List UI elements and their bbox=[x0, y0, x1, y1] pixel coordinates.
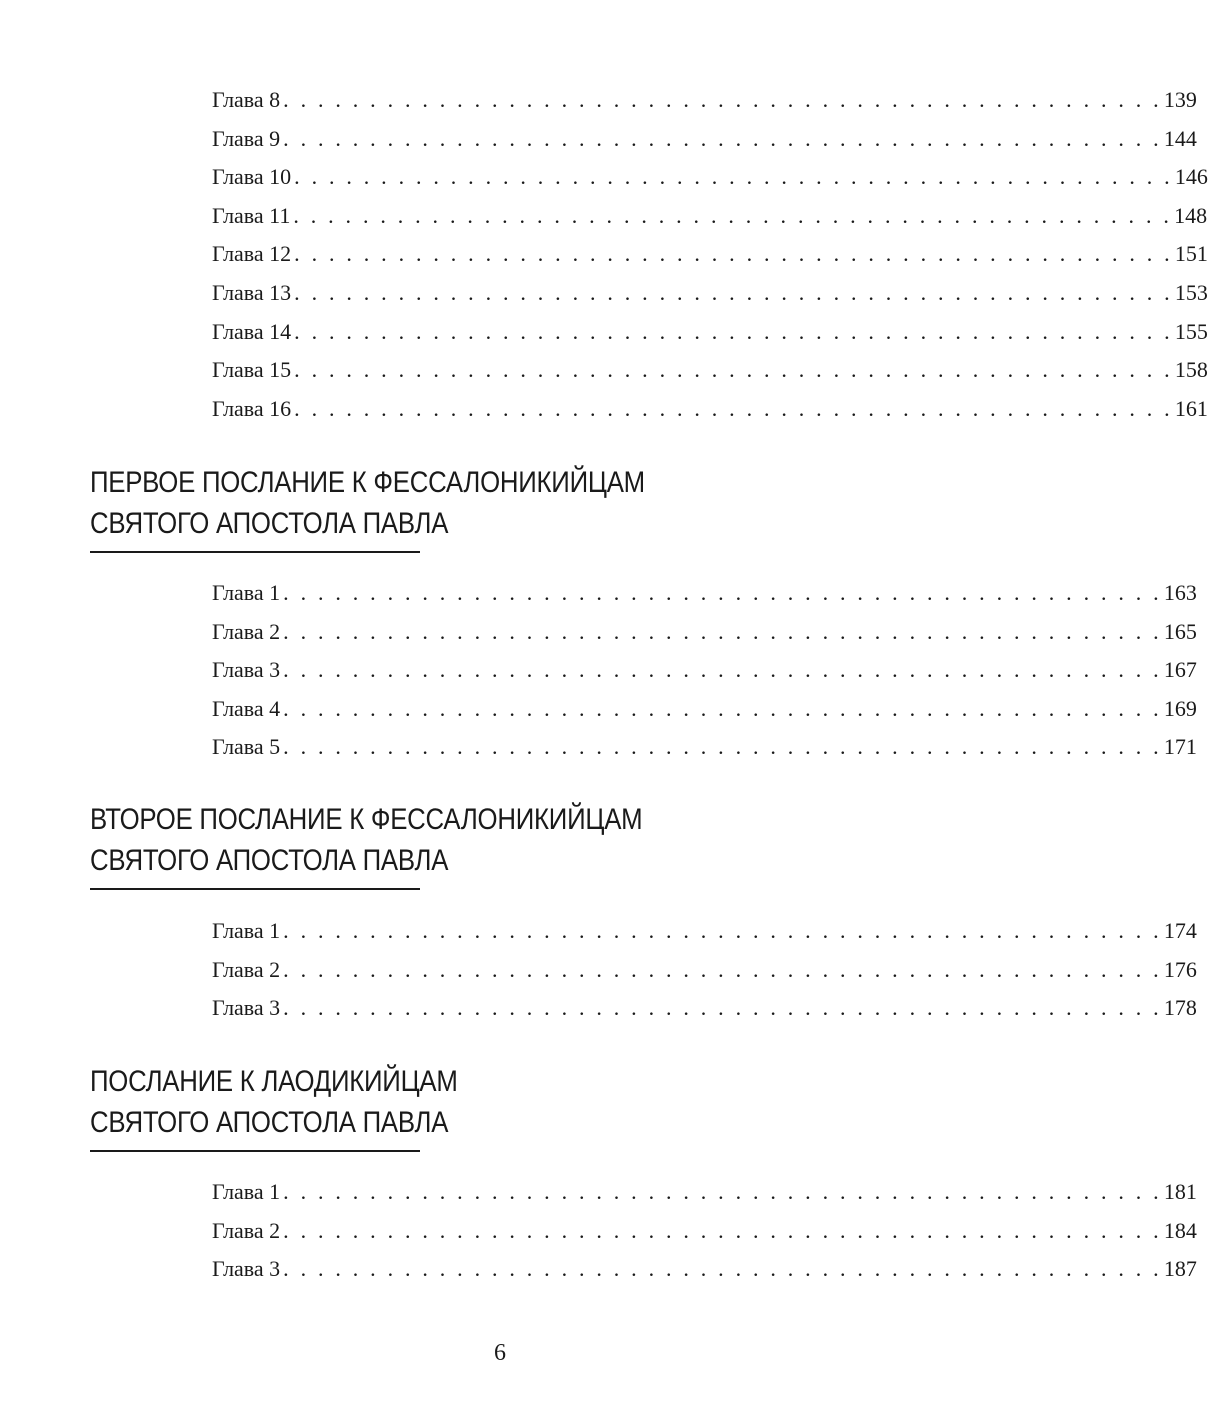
section-heading-1-thessalonians bbox=[90, 462, 710, 544]
toc-entry-label: Глава 2 bbox=[212, 618, 281, 644]
toc-entry-label: Глава 15 bbox=[212, 357, 292, 383]
toc-entry-label: Глава 5 bbox=[212, 734, 281, 760]
toc-group-laodiceans bbox=[212, 1173, 1197, 1289]
dot-leader: . . . . . . . . . . . . . . . . . . . . . . . . . . . . . . . . . . . . . . . . . . . . . . . . . . . bbox=[294, 241, 1173, 267]
dot-leader: . . . . . . . . . . . . . . . . . . . . . . . . . . . . . . . . . . . . . . . . . . . . . . . . . . . bbox=[283, 618, 1162, 644]
toc-entry-page: 167 bbox=[1163, 657, 1197, 683]
toc-entry[interactable] bbox=[212, 197, 1208, 236]
toc-entry[interactable] bbox=[212, 728, 1197, 767]
toc-entry-label: Глава 3 bbox=[212, 1256, 281, 1282]
toc-entry-label: Глава 12 bbox=[212, 241, 292, 267]
toc-entry[interactable] bbox=[212, 951, 1197, 990]
dot-leader: . . . . . . . . . . . . . . . . . . . . . . . . . . . . . . . . . . . . . . . . . . . . . . . . . . . bbox=[283, 580, 1162, 605]
toc-entry-page: 148 bbox=[1174, 202, 1208, 228]
dot-leader: . . . . . . . . . . . . . . . . . . . . . . . . . . . . . . . . . . . . . . . . . . . . . . . . . . . bbox=[283, 995, 1162, 1021]
toc-entry[interactable] bbox=[212, 390, 1208, 429]
section-title-line: СВЯТОГО АПОСТОЛА ПАВЛА bbox=[90, 507, 449, 540]
dot-leader: . . . . . . . . . . . . . . . . . . . . . . . . . . . . . . . . . . . . . . . . . . . . . . . . . . . bbox=[294, 318, 1173, 344]
section-title-line: СВЯТОГО АПОСТОЛА ПАВЛА bbox=[90, 844, 449, 877]
toc-entry[interactable] bbox=[212, 1173, 1197, 1212]
toc-entry-page: 146 bbox=[1174, 164, 1208, 190]
toc-entry-page: 184 bbox=[1163, 1217, 1197, 1243]
toc-entry-page: 161 bbox=[1174, 395, 1208, 421]
section-underline bbox=[90, 551, 420, 553]
dot-leader: . . . . . . . . . . . . . . . . . . . . . . . . . . . . . . . . . . . . . . . . . . . . . . . . . . . bbox=[294, 279, 1173, 305]
dot-leader: . . . . . . . . . . . . . . . . . . . . . . . . . . . . . . . . . . . . . . . . . . . . . . . . . . . bbox=[283, 1256, 1162, 1282]
section-title-line: ВТОРОЕ ПОСЛАНИЕ К ФЕССАЛОНИКИЙЦАМ bbox=[90, 803, 643, 836]
toc-entry-page: 176 bbox=[1163, 956, 1197, 982]
toc-entry-label: Глава 1 bbox=[212, 918, 281, 943]
dot-leader: . . . . . . . . . . . . . . . . . . . . . . . . . . . . . . . . . . . . . . . . . . . . . . . . . . . bbox=[283, 1179, 1162, 1204]
toc-entry-page: 165 bbox=[1163, 618, 1197, 644]
toc-entry-page: 139 bbox=[1163, 87, 1197, 112]
toc-entry-label: Глава 1 bbox=[212, 1179, 281, 1204]
toc-entry-page: 158 bbox=[1174, 357, 1208, 383]
toc-entry[interactable] bbox=[212, 81, 1197, 120]
toc-entry[interactable] bbox=[212, 912, 1197, 951]
toc-entry-page: 144 bbox=[1163, 125, 1197, 151]
toc-entry-label: Глава 13 bbox=[212, 279, 292, 305]
dot-leader: . . . . . . . . . . . . . . . . . . . . . . . . . . . . . . . . . . . . . . . . . . . . . . . . . . . bbox=[293, 202, 1173, 228]
toc-entry[interactable] bbox=[212, 313, 1208, 352]
toc-entry-page: 181 bbox=[1163, 1179, 1197, 1204]
toc-entry-page: 174 bbox=[1163, 918, 1197, 943]
toc-entry[interactable] bbox=[212, 1212, 1197, 1251]
toc-entry[interactable] bbox=[212, 651, 1197, 690]
dot-leader: . . . . . . . . . . . . . . . . . . . . . . . . . . . . . . . . . . . . . . . . . . . . . . . . . . . bbox=[294, 164, 1173, 190]
toc-entry-page: 171 bbox=[1163, 734, 1197, 760]
section-title-line: ПЕРВОЕ ПОСЛАНИЕ К ФЕССАЛОНИКИЙЦАМ bbox=[90, 466, 645, 499]
section-heading-2-thessalonians bbox=[90, 799, 710, 881]
toc-entry[interactable] bbox=[212, 274, 1208, 313]
toc-entry-label: Глава 4 bbox=[212, 695, 281, 721]
dot-leader: . . . . . . . . . . . . . . . . . . . . . . . . . . . . . . . . . . . . . . . . . . . . . . . . . . . bbox=[283, 657, 1162, 683]
dot-leader: . . . . . . . . . . . . . . . . . . . . . . . . . . . . . . . . . . . . . . . . . . . . . . . . . . . bbox=[283, 956, 1162, 982]
section-underline bbox=[90, 1150, 420, 1152]
dot-leader: . . . . . . . . . . . . . . . . . . . . . . . . . . . . . . . . . . . . . . . . . . . . . . . . . . . bbox=[283, 695, 1162, 721]
section-heading-laodiceans bbox=[90, 1061, 710, 1143]
toc-entry-label: Глава 3 bbox=[212, 995, 281, 1021]
page-number: 6 bbox=[494, 1340, 506, 1366]
toc-entry[interactable] bbox=[212, 1250, 1197, 1289]
dot-leader: . . . . . . . . . . . . . . . . . . . . . . . . . . . . . . . . . . . . . . . . . . . . . . . . . . . bbox=[283, 734, 1162, 760]
section-underline bbox=[90, 888, 420, 890]
dot-leader: . . . . . . . . . . . . . . . . . . . . . . . . . . . . . . . . . . . . . . . . . . . . . . . . . . . bbox=[283, 918, 1162, 943]
toc-entry-label: Глава 11 bbox=[212, 202, 291, 228]
toc-entry-label: Глава 2 bbox=[212, 1217, 281, 1243]
dot-leader: . . . . . . . . . . . . . . . . . . . . . . . . . . . . . . . . . . . . . . . . . . . . . . . . . . . bbox=[294, 357, 1173, 383]
toc-entry[interactable] bbox=[212, 235, 1208, 274]
toc-entry-page: 163 bbox=[1163, 580, 1197, 605]
toc-entry-page: 169 bbox=[1163, 695, 1197, 721]
toc-entry[interactable] bbox=[212, 120, 1197, 159]
toc-entry-page: 178 bbox=[1163, 995, 1197, 1021]
toc-entry-label: Глава 10 bbox=[212, 164, 292, 190]
toc-entry-page: 187 bbox=[1163, 1256, 1197, 1282]
toc-group-2-thessalonians bbox=[212, 912, 1197, 1028]
toc-entry-page: 155 bbox=[1174, 318, 1208, 344]
toc-entry-label: Глава 9 bbox=[212, 125, 281, 151]
toc-entry-label: Глава 2 bbox=[212, 956, 281, 982]
toc-group-1-thessalonians bbox=[212, 574, 1197, 767]
toc-group-continued bbox=[212, 81, 1208, 428]
toc-entry-page: 153 bbox=[1174, 279, 1208, 305]
toc-entry-label: Глава 14 bbox=[212, 318, 292, 344]
dot-leader: . . . . . . . . . . . . . . . . . . . . . . . . . . . . . . . . . . . . . . . . . . . . . . . . . . . bbox=[283, 87, 1162, 112]
section-title-line: СВЯТОГО АПОСТОЛА ПАВЛА bbox=[90, 1106, 449, 1139]
toc-entry-label: Глава 16 bbox=[212, 395, 292, 421]
toc-entry[interactable] bbox=[212, 351, 1208, 390]
toc-entry[interactable] bbox=[212, 574, 1197, 613]
toc-entry[interactable] bbox=[212, 613, 1197, 652]
toc-entry-page: 151 bbox=[1174, 241, 1208, 267]
toc-entry-label: Глава 1 bbox=[212, 580, 281, 605]
dot-leader: . . . . . . . . . . . . . . . . . . . . . . . . . . . . . . . . . . . . . . . . . . . . . . . . . . . bbox=[283, 1217, 1162, 1243]
toc-entry-label: Глава 3 bbox=[212, 657, 281, 683]
toc-entry[interactable] bbox=[212, 690, 1197, 729]
dot-leader: . . . . . . . . . . . . . . . . . . . . . . . . . . . . . . . . . . . . . . . . . . . . . . . . . . . bbox=[294, 395, 1173, 421]
dot-leader: . . . . . . . . . . . . . . . . . . . . . . . . . . . . . . . . . . . . . . . . . . . . . . . . . . . bbox=[283, 125, 1162, 151]
toc-entry[interactable] bbox=[212, 989, 1197, 1028]
toc-entry[interactable] bbox=[212, 158, 1208, 197]
toc-entry-label: Глава 8 bbox=[212, 87, 281, 112]
section-title-line: ПОСЛАНИЕ К ЛАОДИКИЙЦАМ bbox=[90, 1065, 458, 1098]
